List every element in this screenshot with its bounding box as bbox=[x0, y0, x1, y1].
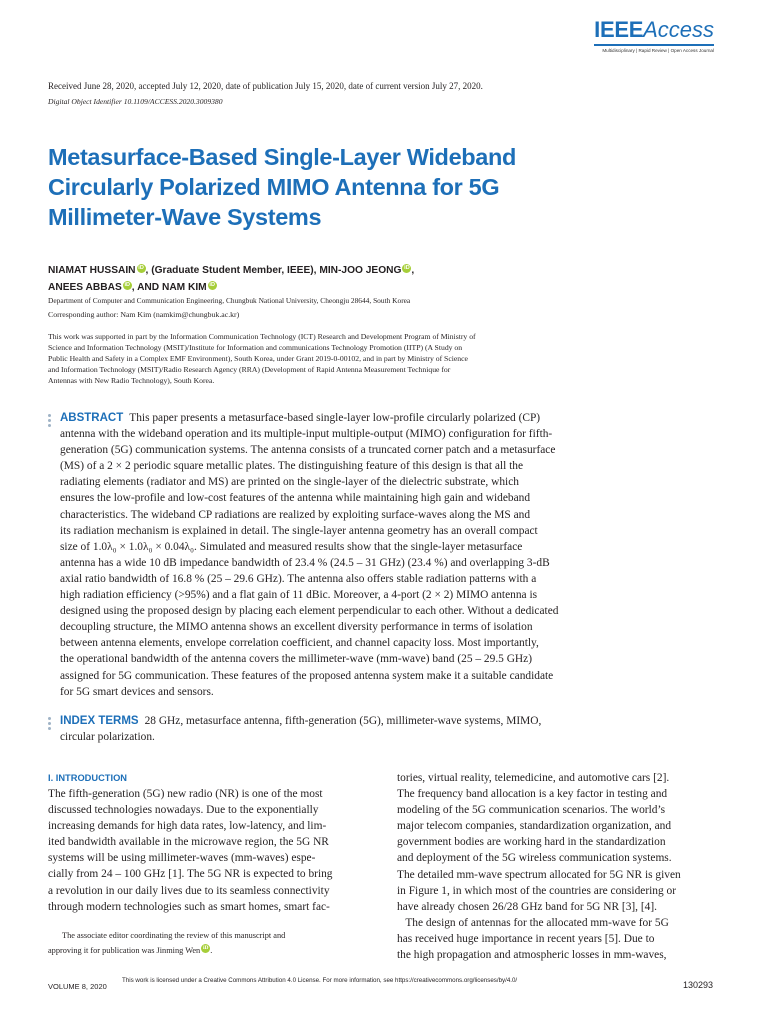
abstract-line: its radiation mechanism is explained in detail. The single-layer antenna geometry has an overall compact bbox=[60, 524, 538, 537]
body-line: in Figure 1, in which most of the countries are considering or bbox=[397, 884, 677, 897]
abstract-line: between antenna elements, envelope correlation coefficient, and channel capacity loss. Most importantly, bbox=[60, 637, 539, 650]
funding-line: Science and Information Technology (MSIT)/Institute for Information and communications Technology Promotion (IITP) (A Study on bbox=[48, 343, 463, 353]
abstract-line: generation (5G) communication systems. The antenna consists of a truncated corner patch and a metasurface bbox=[60, 444, 556, 457]
body-line: The fifth-generation (5G) new radio (NR) is one of the most bbox=[48, 788, 323, 800]
footnote-line: The associate editor coordinating the review of this manuscript and bbox=[62, 931, 286, 940]
paper-title bbox=[48, 142, 668, 232]
footnote-end: . bbox=[210, 946, 213, 955]
journal-logo bbox=[594, 18, 714, 53]
author-line-2 bbox=[48, 279, 688, 296]
journal-tagline: Multidisciplinary | Rapid Review | Open Access Journal bbox=[602, 47, 714, 53]
body-line: through modern technologies such as smart homes, smart fac- bbox=[48, 900, 330, 913]
author-name: ANEES ABBAS bbox=[48, 282, 122, 293]
received-dates: Received June 28, 2020, accepted July 12, 2020, date of publication July 15, 2020, date of current version July 27, 2020. bbox=[48, 81, 483, 91]
title-line: Millimeter-Wave Systems bbox=[48, 204, 322, 230]
abstract-line: radiating elements (radiator and MS) are printed on the single-layer of the dielectric substrate, which bbox=[60, 476, 519, 489]
abstract-line: antenna with the wideband operation and its multiple-input multiple-output (MIMO) configuration for fifth- bbox=[60, 428, 553, 441]
abstract-line: size of 1.0λ₀ × 1.0λ₀ × 0.04λ₀. Simulated and measured results show that the single-layer metasurface bbox=[60, 540, 523, 553]
orcid-icon[interactable]: iD bbox=[202, 945, 209, 951]
abstract-line: axial ratio bandwidth of 16.8 % (25 – 29.6 GHz). The antenna also offers stable radiation patterns with a bbox=[60, 572, 537, 585]
author-affil: , (Graduate Student Member, IEEE), MIN-JOO JEONG bbox=[145, 265, 402, 276]
index-terms-line: 28 GHz, metasurface antenna, fifth-generation (5G), millimeter-wave systems, MIMO, bbox=[144, 715, 542, 727]
author-list bbox=[48, 262, 688, 296]
doi: Digital Object Identifier 10.1109/ACCESS.2020.3009380 bbox=[48, 97, 223, 106]
footnote-line: approving it for publication was Jinming Wen bbox=[48, 946, 201, 955]
title-line: Metasurface-Based Single-Layer Wideband bbox=[48, 144, 517, 170]
footer-page-number: 130293 bbox=[683, 980, 714, 990]
logo-rule bbox=[594, 44, 714, 46]
body-line: modeling of the 5G communication scenarios. The world’s bbox=[397, 804, 666, 817]
intro-right-column bbox=[397, 770, 719, 963]
footer-volume: VOLUME 8, 2020 bbox=[48, 982, 107, 991]
author-sep: , bbox=[411, 265, 415, 276]
funding-line: This work was supported in part by the Information Communication Technology (ICT) Research and Development Program of Ministry of bbox=[48, 332, 476, 341]
intro-left-column bbox=[48, 770, 370, 915]
title-line: Circularly Polarized MIMO Antenna for 5G bbox=[48, 174, 500, 200]
abstract-line: characteristics. The wideband CP radiations are realized by exploiting surface-waves along the MS and bbox=[60, 508, 531, 521]
body-line: has received huge importance in recent years [5]. Due to bbox=[397, 932, 655, 945]
body-line: The frequency band allocation is a key factor in testing and bbox=[397, 788, 668, 801]
funding-line: and Information Technology (MSIT)/Radio Research Agency (RRA) (Development of Rapid Antenna Measurement Technique for bbox=[48, 365, 451, 375]
footer-license[interactable]: This work is licensed under a Creative Commons Attribution 4.0 License. For more information, see https://creativecommons.org/licenses/by/4.0/ bbox=[122, 977, 518, 984]
abstract-line: designed using the proposed design by placing each element perpendicular to each other. Without a dedicated bbox=[60, 605, 559, 618]
body-line: tories, virtual reality, telemedicine, and automotive cars [2]. bbox=[397, 772, 670, 784]
abstract-line: high radiation efficiency (>95%) and a flat gain of 11 dBic. Moreover, a 4-port (2 × 2) MIMO antenna is bbox=[60, 589, 538, 602]
section-dots-icon bbox=[48, 414, 52, 429]
author-line-1 bbox=[48, 262, 688, 279]
index-terms-label: INDEX TERMS bbox=[60, 715, 139, 727]
body-line: discussed technologies nowadays. Due to the exponentially bbox=[48, 804, 319, 817]
abstract-line: assigned for 5G communication. These features of the proposed antenna system make it a suitable candidate bbox=[60, 669, 554, 682]
abstract-line: decoupling structure, the MIMO antenna shows an excellent diversity performance in terms of isolation bbox=[60, 621, 533, 634]
affiliation: Department of Computer and Communication Engineering, Chungbuk National University, Cheongju 28644, South Korea bbox=[48, 296, 411, 305]
journal-brand: IEEE bbox=[594, 17, 644, 42]
journal-logo-wordmark bbox=[594, 18, 714, 42]
body-line: The design of antennas for the allocated mm-wave for 5G bbox=[397, 916, 669, 929]
abstract bbox=[60, 410, 728, 700]
funding-statement bbox=[48, 331, 628, 386]
abstract-line: (MS) of a 2 × 2 periodic square metallic plates. The distinguishing feature of this design is that all the bbox=[60, 460, 524, 473]
body-line: major telecom companies, standardization organization, and bbox=[397, 820, 672, 833]
section-dots-icon bbox=[48, 717, 52, 732]
body-line: cially from 24 – 100 GHz [1]. The 5G NR is expected to bring bbox=[48, 868, 333, 881]
body-line: ited bandwidth available in the microwave region, the 5G NR bbox=[48, 836, 329, 849]
author-name: NIAMAT HUSSAIN bbox=[48, 265, 136, 276]
funding-line: Antennas with New Radio Technology), South Korea. bbox=[48, 376, 215, 386]
abstract-label: ABSTRACT bbox=[60, 412, 124, 424]
abstract-line: for 5G smart devices and sensors. bbox=[60, 685, 214, 698]
orcid-icon[interactable]: iD bbox=[404, 265, 410, 271]
body-line: government bodies are working hard in the standardization bbox=[397, 836, 666, 849]
funding-line: Public Health and Safety in a Complex EMF Environment), South Korea, under Grant 2019-0-00102, and in part by Ministry of Science bbox=[48, 354, 468, 364]
orcid-icon[interactable]: iD bbox=[138, 265, 144, 271]
body-line: a revolution in our daily lives due to its seamless connectivity bbox=[48, 884, 330, 897]
abstract-line: the operational bandwidth of the antenna covers the millimeter-wave (mm-wave) band (25 – 29.5 GHz) bbox=[60, 653, 533, 666]
body-line: and deployment of the 5G wireless communication systems. bbox=[397, 852, 672, 865]
corresponding-author: Corresponding author: Nam Kim (namkim@chungbuk.ac.kr) bbox=[48, 310, 240, 319]
abstract-line: antenna has a wide 10 dB impedance bandwidth of 23.4 % (24.5 – 31 GHz) (23.4 %) and overlapping 3-dB bbox=[60, 556, 550, 569]
body-line: The detailed mm-wave spectrum allocated for 5G NR is given bbox=[397, 868, 681, 881]
editor-footnote bbox=[48, 928, 370, 958]
section-heading: I. INTRODUCTION bbox=[48, 773, 128, 783]
journal-name: Access bbox=[643, 17, 714, 42]
body-line: systems will be using millimeter-waves (mm-waves) espe- bbox=[48, 852, 316, 865]
body-line: have already chosen 26/28 GHz band for 5G NR [3], [4]. bbox=[397, 900, 658, 913]
index-terms-line: circular polarization. bbox=[60, 731, 155, 744]
index-terms bbox=[60, 713, 728, 745]
orcid-icon[interactable]: iD bbox=[124, 282, 131, 288]
abstract-line: This paper presents a metasurface-based single-layer low-profile circularly polarized (CP) bbox=[129, 412, 541, 424]
orcid-icon[interactable]: iD bbox=[209, 282, 215, 288]
author-name: , AND NAM KIM bbox=[131, 282, 207, 293]
body-line: increasing demands for high data rates, low-latency, and lim- bbox=[48, 820, 327, 833]
abstract-line: ensures the low-profile and low-cost features of the antenna while maintaining high gain and wideband bbox=[60, 492, 531, 505]
body-line: the high propagation and atmospheric losses in mm-waves, bbox=[397, 949, 667, 962]
